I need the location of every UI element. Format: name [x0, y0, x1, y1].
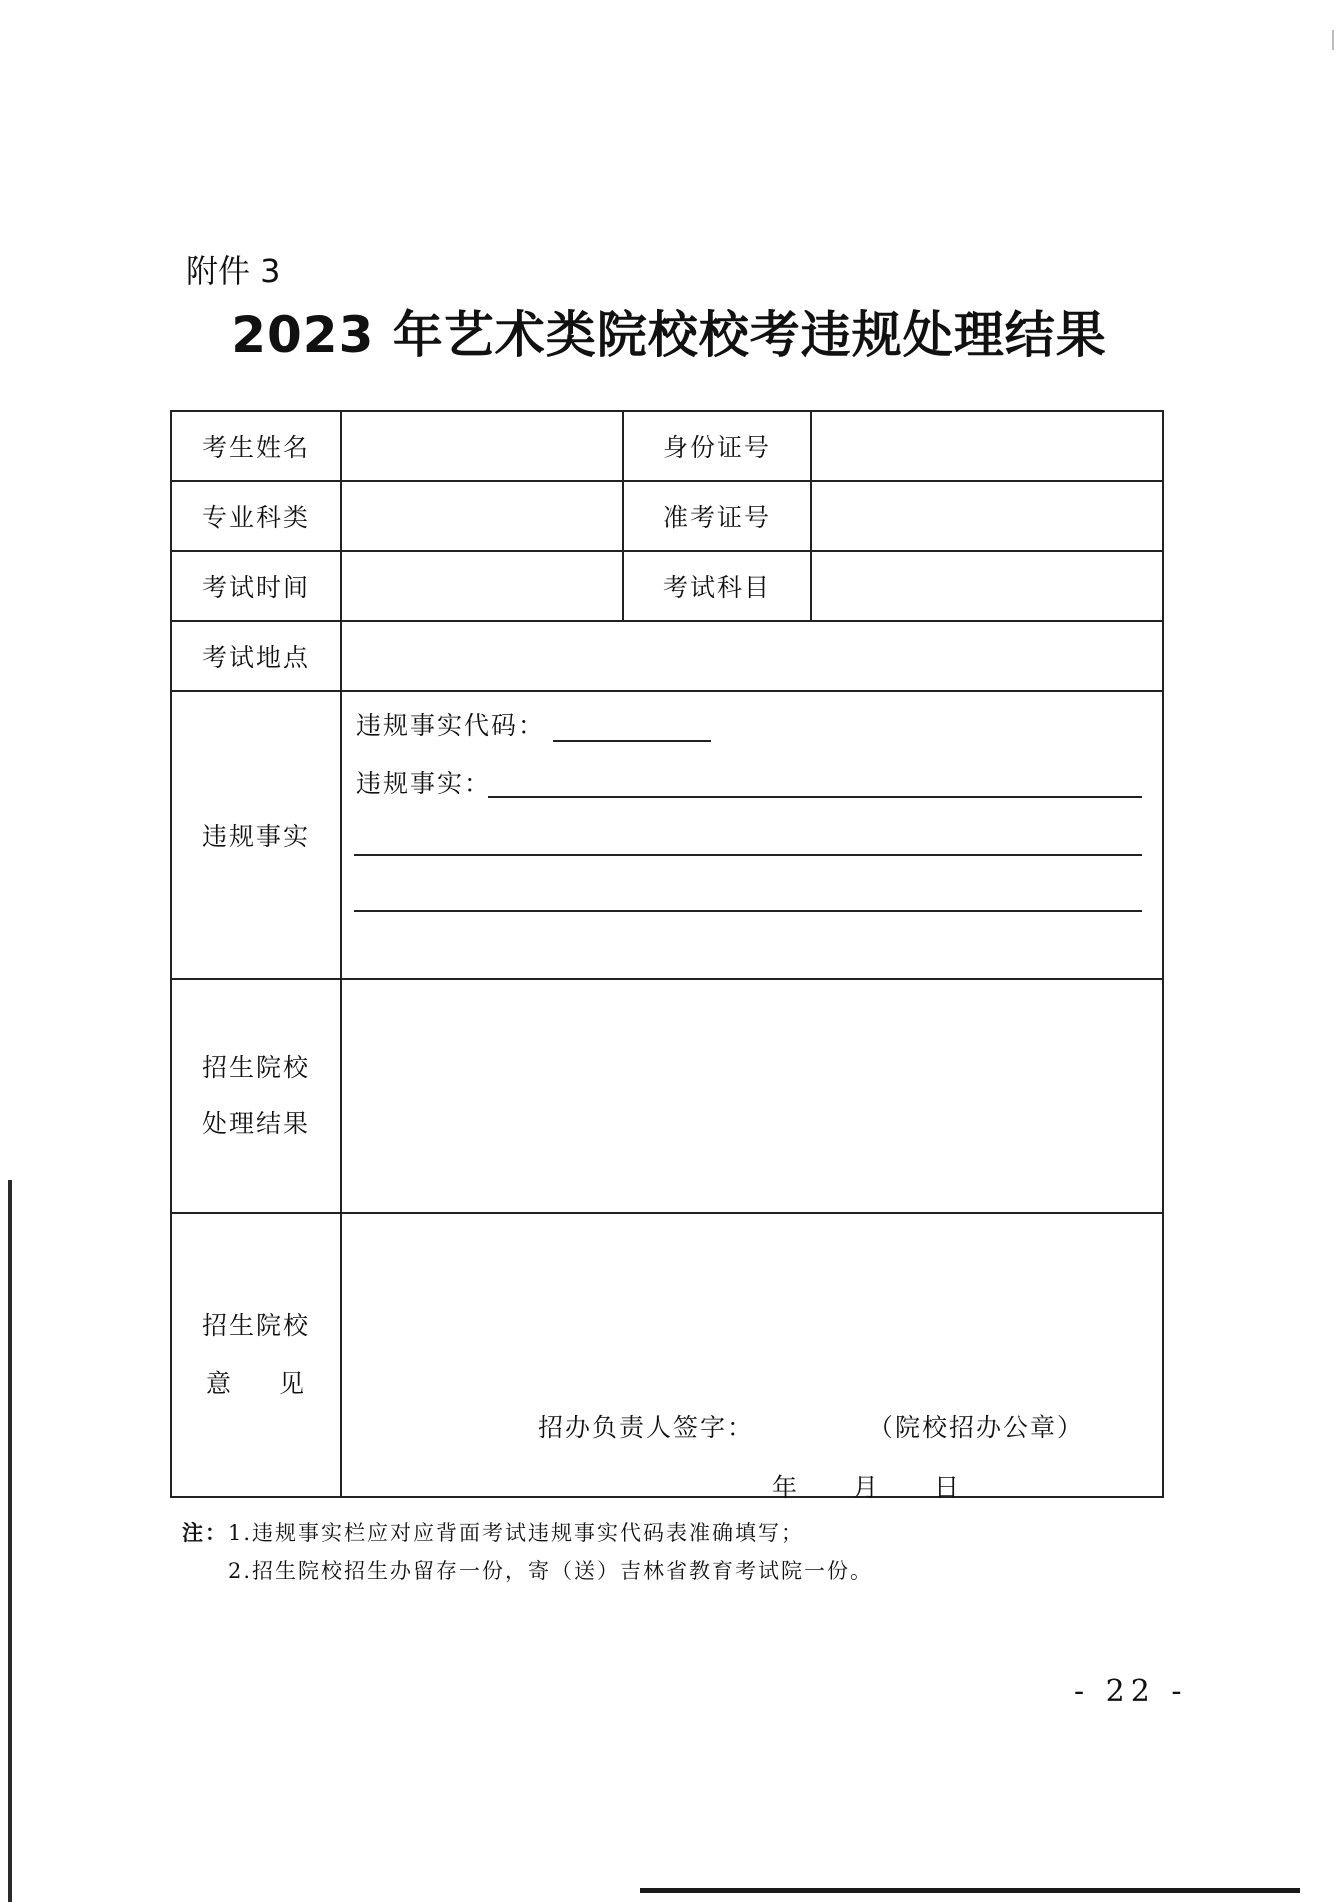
- note-item: 2.招生院校招生办留存一份，寄（送）吉林省教育考试院一份。: [228, 1559, 874, 1583]
- violation-desc-line[interactable]: [354, 910, 1142, 912]
- page-number: - 22 -: [1074, 1674, 1188, 1709]
- result-label-line: 处理结果: [201, 1109, 310, 1138]
- signature-label: 招办负责人签字：: [538, 1413, 755, 1442]
- major-label: 专业科类: [171, 481, 341, 551]
- violation-desc-line[interactable]: [354, 854, 1142, 856]
- violation-code-blank[interactable]: [553, 736, 711, 742]
- name-label: 考生姓名: [171, 411, 341, 481]
- id-number-field[interactable]: [811, 411, 1163, 481]
- notes: [182, 1514, 873, 1590]
- document-title: 2023 年艺术类院校校考违规处理结果: [231, 306, 1107, 364]
- violation-facts-label: 违规事实: [171, 691, 341, 979]
- exam-subject-label: 考试科目: [623, 551, 811, 621]
- opinion-label-line: 意见: [206, 1369, 306, 1398]
- violation-code-row: [356, 706, 711, 742]
- date-day-label: 日: [934, 1473, 960, 1502]
- exam-place-label: 考试地点: [171, 621, 341, 691]
- opinion-label-line: 招生院校: [201, 1311, 310, 1340]
- exam-time-label: 考试时间: [171, 551, 341, 621]
- violation-facts-cell[interactable]: [341, 691, 1163, 979]
- opinion-field[interactable]: [341, 1213, 1163, 1502]
- name-field[interactable]: [341, 411, 623, 481]
- date-row: [772, 1468, 959, 1504]
- result-label-line: 招生院校: [201, 1053, 310, 1082]
- major-field[interactable]: [341, 481, 623, 551]
- result-label: [171, 979, 341, 1213]
- attachment-label: 附件 3: [186, 252, 281, 290]
- violation-code-label: 违规事实代码：: [356, 711, 546, 740]
- scan-edge-bottom: [640, 1888, 1300, 1893]
- exam-subject-field[interactable]: [811, 551, 1163, 621]
- date-month-label: 月: [853, 1473, 879, 1502]
- ticket-number-label: 准考证号: [623, 481, 811, 551]
- scan-edge-left: [8, 1180, 12, 1902]
- note-item: 1.违规事实栏应对应背面考试违规事实代码表准确填写；: [228, 1521, 805, 1545]
- violation-form-table: [170, 410, 1164, 1502]
- violation-desc-label: 违规事实：: [356, 769, 492, 798]
- opinion-label: [171, 1213, 341, 1497]
- date-year-label: 年: [772, 1473, 798, 1502]
- ticket-number-field[interactable]: [811, 481, 1163, 551]
- exam-place-field[interactable]: [341, 621, 1163, 691]
- exam-time-field[interactable]: [341, 551, 623, 621]
- id-number-label: 身份证号: [623, 411, 811, 481]
- notes-lead: 注：: [182, 1521, 228, 1545]
- seal-label: （院校招办公章）: [868, 1413, 1085, 1442]
- violation-desc-line[interactable]: [488, 796, 1142, 798]
- result-field[interactable]: [341, 979, 1163, 1213]
- scan-mark: [1332, 30, 1334, 50]
